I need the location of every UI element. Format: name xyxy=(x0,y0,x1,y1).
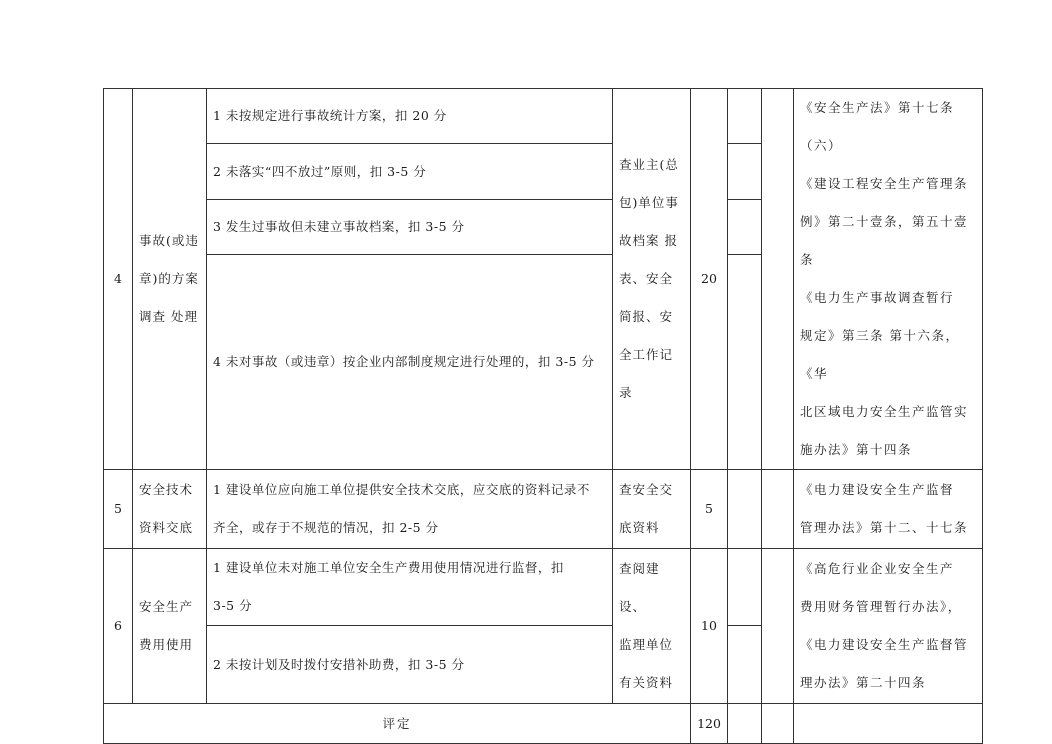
item-line: 章)的方案 xyxy=(139,271,199,286)
basis-line: 费用财务管理暂行办法》， xyxy=(800,599,962,614)
basis-line: 管理办法》第十二、十七条 xyxy=(800,520,969,535)
deduction-cell xyxy=(728,199,762,254)
method-line: 录 xyxy=(619,385,633,400)
criterion-line: 1 建设单位应向施工单位提供安全技术交底，应交底的资料记录不 xyxy=(213,482,590,497)
basis-line: 规定》第三条 第十六条，《华 xyxy=(800,328,960,381)
method-line: 简报、安 xyxy=(619,309,674,324)
row-number: 5 xyxy=(104,470,133,549)
item-name xyxy=(133,89,207,470)
score: 5 xyxy=(691,470,728,549)
deduction-cell xyxy=(728,470,762,549)
row-number: 6 xyxy=(104,549,133,704)
deduction-cell xyxy=(728,89,762,144)
table-row xyxy=(104,470,983,549)
actual-score-cell xyxy=(762,89,794,470)
criterion-line: 齐全，或存于不规范的情况，扣 2-5 分 xyxy=(213,520,439,535)
table-row xyxy=(104,549,983,626)
criterion: 4 未对事故（或违章）按企业内部制度规定进行处理的，扣 3-5 分 xyxy=(207,255,613,470)
method-line: 底资料 xyxy=(619,520,660,535)
legal-basis-empty xyxy=(794,704,983,744)
item-name xyxy=(133,470,207,549)
legal-basis xyxy=(794,470,983,549)
deduction-cell xyxy=(728,704,762,744)
method-line: 故档案 报 xyxy=(619,233,678,248)
criterion xyxy=(207,549,613,626)
basis-line: 《电力建设安全生产监督管 xyxy=(800,637,969,652)
item-line: 事故(或违 xyxy=(139,233,199,248)
actual-score-cell xyxy=(762,549,794,704)
table-row xyxy=(104,89,983,144)
total-label: 评定 xyxy=(104,704,691,744)
basis-line: 《安全生产法》第十七条（六） xyxy=(800,100,955,153)
basis-line: 《高危行业企业安全生产 xyxy=(800,561,955,576)
total-row xyxy=(104,704,983,744)
criterion: 2 未按计划及时拨付安措补助费，扣 3-5 分 xyxy=(207,626,613,704)
deduction-cell xyxy=(728,549,762,626)
method-line: 有关资料 xyxy=(619,675,674,690)
method-line: 全工作记 xyxy=(619,347,674,362)
criterion: 2 未落实“四不放过”原则，扣 3-5 分 xyxy=(207,144,613,199)
row-number: 4 xyxy=(104,89,133,470)
actual-score-cell xyxy=(762,704,794,744)
total-score: 120 xyxy=(691,704,728,744)
criterion: 3 发生过事故但未建立事故档案，扣 3-5 分 xyxy=(207,199,613,254)
item-line: 费用使用 xyxy=(139,637,194,652)
score: 10 xyxy=(691,549,728,704)
method-line: 查业主(总 xyxy=(619,157,679,172)
check-method xyxy=(613,470,691,549)
assessment-table xyxy=(103,88,983,744)
deduction-cell xyxy=(728,255,762,470)
legal-basis xyxy=(794,89,983,470)
basis-line: 《电力建设安全生产监督 xyxy=(800,482,955,497)
criterion-line: 1 建设单位未对施工单位安全生产费用使用情况进行监督，扣 xyxy=(213,560,564,575)
basis-line: 理办法》第二十四条 xyxy=(800,675,927,690)
item-line: 安全技术 xyxy=(139,482,194,497)
item-name xyxy=(133,549,207,704)
method-line: 查阅建设、 xyxy=(619,561,660,614)
basis-line: 北区域电力安全生产监管实 xyxy=(800,404,969,419)
basis-line: 《电力生产事故调查暂行 xyxy=(800,290,955,305)
method-line: 表、安全 xyxy=(619,271,674,286)
deduction-cell xyxy=(728,626,762,704)
method-line: 查安全交 xyxy=(619,482,674,497)
criterion-line: 3-5 分 xyxy=(213,598,253,613)
legal-basis xyxy=(794,549,983,704)
score: 20 xyxy=(691,89,728,470)
item-line: 调查 处理 xyxy=(139,309,198,324)
basis-line: 例》第二十壹条，第五十壹条 xyxy=(800,214,969,267)
method-line: 包)单位事 xyxy=(619,195,679,210)
check-method xyxy=(613,89,691,470)
method-line: 监理单位 xyxy=(619,637,674,652)
basis-line: 《建设工程安全生产管理条 xyxy=(800,176,969,191)
item-line: 资料交底 xyxy=(139,520,194,535)
deduction-cell xyxy=(728,144,762,199)
check-method xyxy=(613,549,691,704)
criterion: 1 未按规定进行事故统计方案，扣 20 分 xyxy=(207,89,613,144)
item-line: 安全生产 xyxy=(139,599,194,614)
basis-line: 施办法》第十四条 xyxy=(800,442,913,457)
criterion xyxy=(207,470,613,549)
actual-score-cell xyxy=(762,470,794,549)
